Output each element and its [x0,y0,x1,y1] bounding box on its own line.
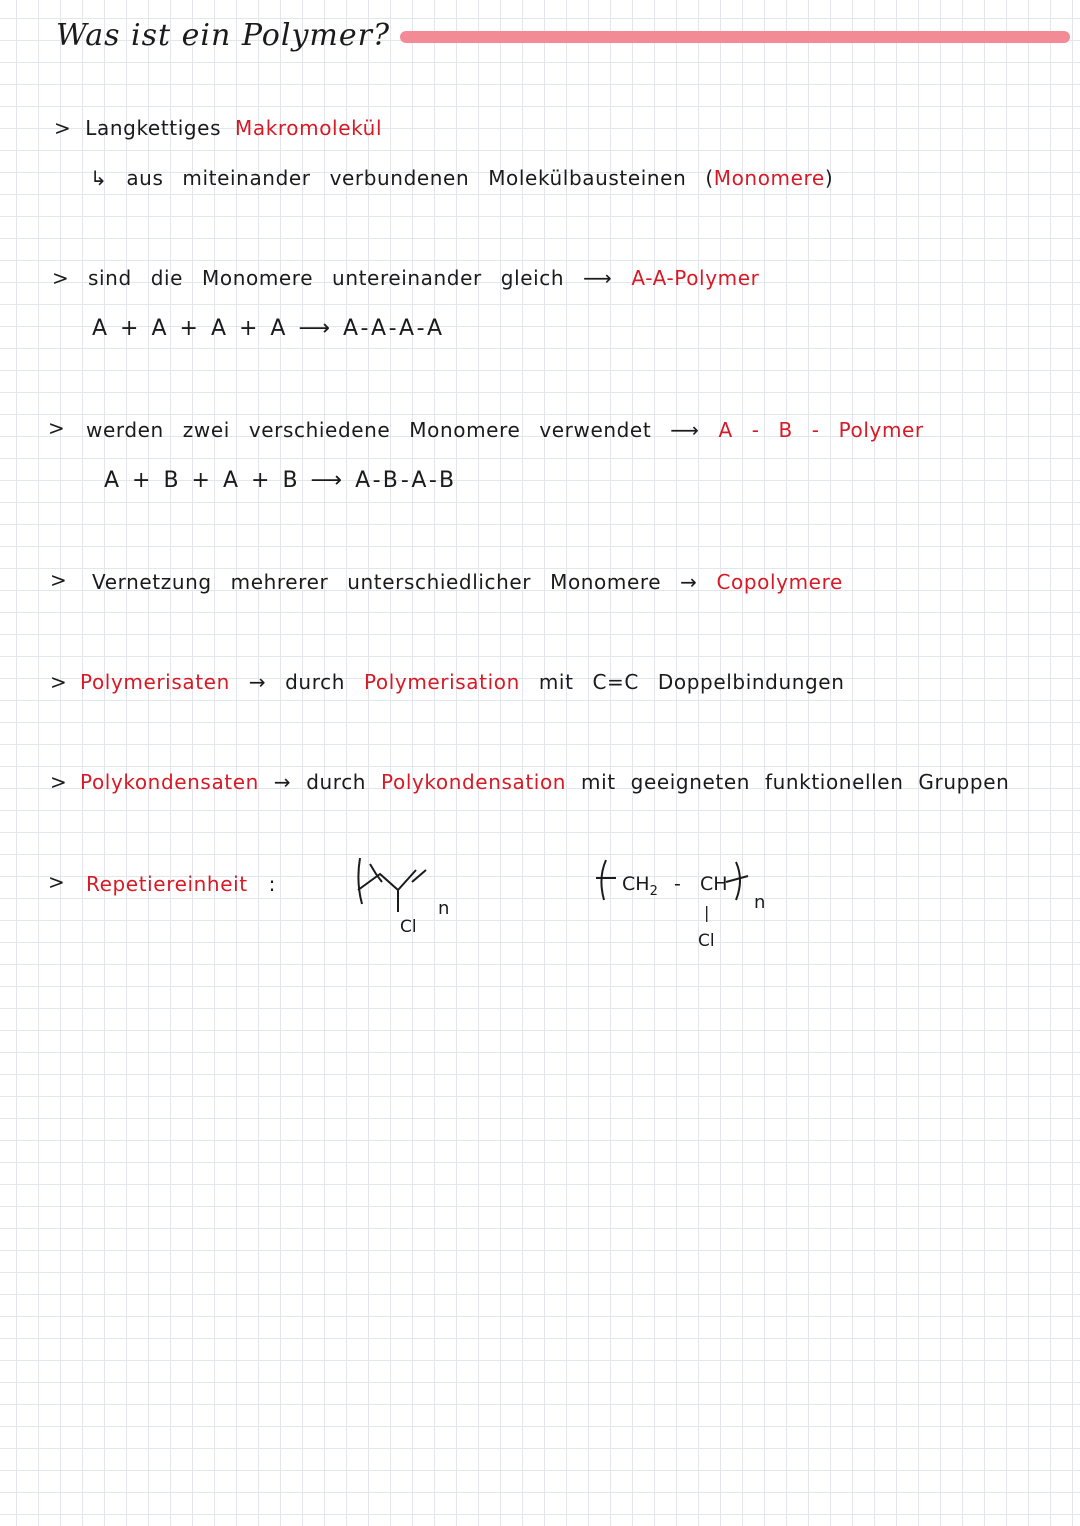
subscript-n: n [438,898,450,919]
term-repetiereinheit: Repetiereinheit [86,872,248,896]
bullet-marker: > [50,670,67,694]
bullet-marker: > [52,266,69,290]
term-polykondensation: Polykondensation [381,770,567,794]
bullet-makromolekuel [54,116,382,140]
term-polymerisaten: Polymerisaten [80,670,230,694]
text-molekuelbausteine: aus miteinander verbundenen Molekülbausteinen [126,166,687,190]
dash: - [674,873,681,895]
arrow: ⟶ [670,418,700,442]
skeletal-formula [350,852,460,942]
equation-aa: A + A + A + A ⟶ A-A-A-A [92,316,446,341]
chlorine-label: Cl [698,931,715,951]
bullet-polykondensate [80,770,1009,794]
arrow: → [680,570,698,594]
title-highlight-bar [400,31,1070,43]
term-polykondensaten: Polykondensaten [80,770,259,794]
paren-open: ( [705,166,714,190]
bullet-marker: > [54,116,72,140]
condensed-formula [590,856,780,956]
term-ab-polymer: A - B - Polymer [718,418,924,442]
bullet-marker: > [50,770,67,794]
bracket-left [601,860,606,900]
term-aa-polymer: A-A-Polymer [631,266,760,290]
ch2-group: $CH_2$ [622,873,658,899]
chain-bonds [358,870,416,890]
vertical-bond: | [704,903,710,922]
sub-monomere [90,166,833,190]
text-funktionelle-gruppen: mit geeigneten funktionellen Gruppen [581,770,1010,794]
arrow: → [248,670,267,694]
page-title: Was ist ein Polymer? [56,18,391,53]
bullet-marker: > [48,416,65,440]
subscript-n: n [754,892,766,913]
term-makromolekuel: Makromolekül [235,116,383,140]
bullet-copolymere [92,570,843,594]
bullet-marker: > [50,568,67,592]
arrow: ⟶ [583,266,613,290]
term-polymerisation: Polymerisation [363,670,520,694]
text-langkettiges: Langkettiges [85,116,222,140]
text-doppelbindungen: mit C=C Doppelbindungen [538,670,845,694]
ch-group: CH [700,873,728,895]
bullet-marker: > [48,870,65,894]
sub-arrow: ↳ [90,166,108,190]
term-monomere: Monomere [713,166,825,190]
text-verwendet: werden zwei verschiedene Monomere verwendet [86,418,652,442]
colon: : [268,872,276,896]
text-durch: durch [306,770,367,794]
arrow: → [273,770,292,794]
term-copolymere: Copolymere [716,570,843,594]
bullet-aa-polymer [88,266,759,290]
bullet-polymerisate [80,670,844,694]
chlorine-label: Cl [400,917,417,937]
bracket-tick-right [726,876,748,882]
text-durch: durch [285,670,345,694]
bracket-left [358,858,362,904]
bracket-right [736,862,740,900]
paren-close: ) [824,166,834,190]
text-gleich: sind die Monomere untereinander gleich [88,266,565,290]
bullet-ab-polymer [86,418,924,442]
equation-ab: A + B + A + B ⟶ A-B-A-B [104,468,458,493]
bullet-repetiereinheit [86,872,276,896]
text-vernetzung: Vernetzung mehrerer unterschiedlicher Monomere [92,570,662,594]
